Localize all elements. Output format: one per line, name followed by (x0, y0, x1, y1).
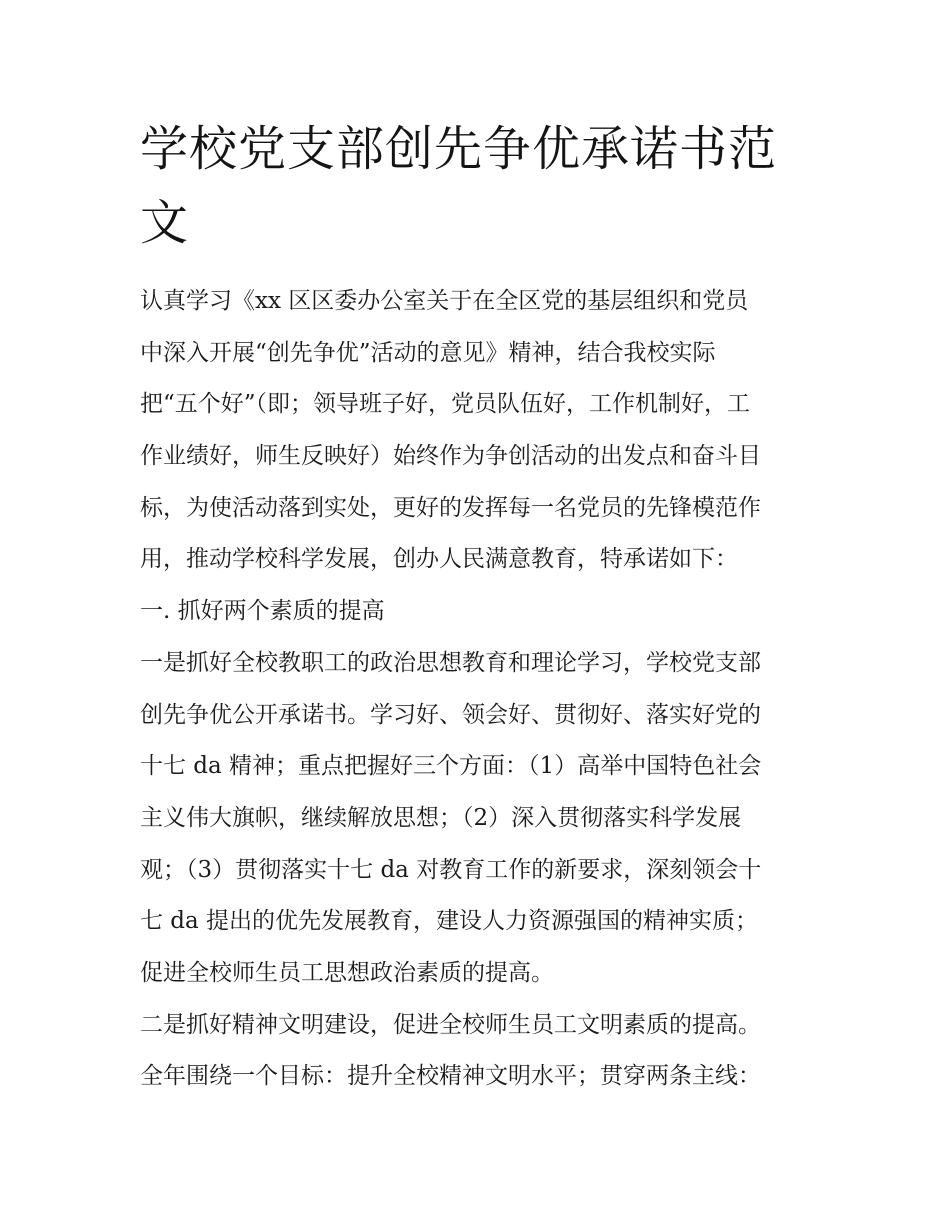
body-line: 二是抓好精神文明建设，促进全校师生员工文明素质的提高。 (140, 1011, 761, 1038)
document-title (140, 112, 820, 260)
body-line: 中深入开展“创先争优”活动的意见》精神，结合我校实际 (140, 339, 716, 366)
body-line: 主义伟大旗帜，继续解放思想；（2）深入贯彻落实科学发展 (140, 804, 742, 831)
body-line: 一是抓好全校教职工的政治思想教育和理论学习，学校党支部 (140, 649, 761, 676)
body-line: 创先争优公开承诺书。学习好、领会好、贯彻好、落实好党的 (140, 701, 761, 728)
body-line: 用，推动学校科学发展，创办人民满意教育，特承诺如下： (140, 546, 738, 573)
body-line: 把“五个好”（即；领导班子好，党员队伍好，工作机制好，工 (140, 391, 751, 418)
section-heading: 一. 抓好两个素质的提高 (140, 598, 385, 625)
body-line: 全年围绕一个目标：提升全校精神文明水平；贯穿两条主线： (140, 1063, 761, 1090)
body-line: 十七 da 精神；重点把握好三个方面：（1）高举中国特色社会 (140, 753, 762, 780)
body-line: 标，为使活动落到实处，更好的发挥每一名党员的先锋模范作 (140, 494, 761, 521)
body-line: 观；（3）贯彻落实十七 da 对教育工作的新要求，深刻领会十 (140, 856, 762, 883)
document-body (140, 276, 820, 1103)
title-line: 文 (140, 195, 190, 251)
body-line: 认真学习《xx 区区委办公室关于在全区党的基层组织和党员 (140, 288, 749, 314)
body-line: 作业绩好，师生反映好）始终作为争创活动的出发点和奋斗目 (140, 443, 761, 470)
body-line: 促进全校师生员工思想政治素质的提高。 (140, 959, 554, 986)
title-line: 学校党支部创先争优承诺书范 (140, 121, 778, 177)
body-line: 七 da 提出的优先发展教育，建设人力资源强国的精神实质； (140, 908, 759, 935)
